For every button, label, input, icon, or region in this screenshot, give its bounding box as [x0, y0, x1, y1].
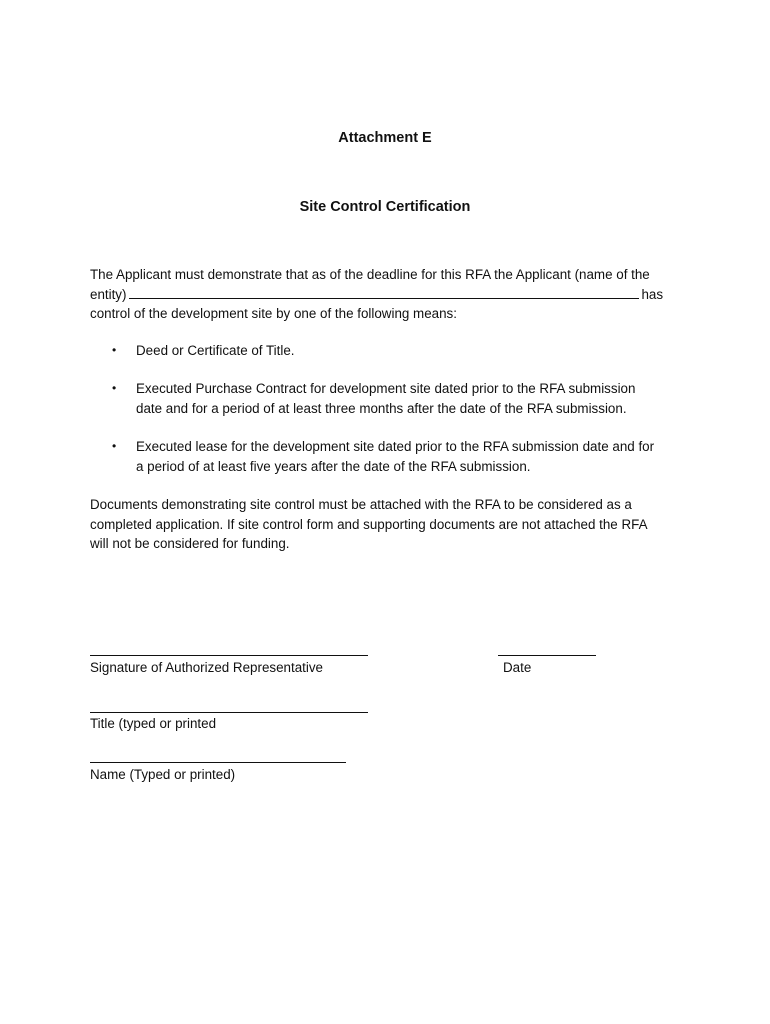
entity-prefix: entity) — [90, 286, 127, 302]
intro-paragraph — [90, 265, 690, 324]
signature-field[interactable] — [90, 655, 368, 656]
entity-name-field[interactable] — [129, 286, 639, 299]
entity-suffix: has — [641, 286, 664, 302]
form-title: Site Control Certification — [299, 199, 471, 215]
intro-line-1: The Applicant must demonstrate that as of the deadline for this RFA the Applicant (name of the — [90, 267, 650, 282]
documents-line-3: will not be considered for funding. — [90, 536, 290, 551]
means-text: Deed or Certificate of Title. — [136, 343, 295, 358]
name-label: Name (Typed or printed) — [90, 767, 236, 782]
date-label: Date — [503, 660, 532, 675]
documents-line-2: completed application. If site control form and supporting documents are not attached the RFA — [90, 516, 648, 532]
documents-paragraph — [90, 495, 690, 554]
means-text: Executed lease for the development site dated prior to the RFA submission date and for — [136, 439, 655, 454]
documents-line-1: Documents demonstrating site control must be attached with the RFA to be considered as a — [90, 497, 632, 512]
bullet-icon: • — [112, 381, 117, 395]
name-field[interactable] — [90, 762, 346, 763]
signature-label: Signature of Authorized Representative — [90, 660, 323, 675]
bullet-icon: • — [112, 439, 117, 453]
means-text: date and for a period of at least three months after the date of the RFA submission. — [136, 400, 627, 416]
bullet-icon: • — [112, 343, 117, 357]
attachment-heading: Attachment E — [338, 130, 432, 146]
means-text: a period of at least five years after the date of the RFA submission. — [136, 458, 531, 474]
date-field[interactable] — [498, 655, 596, 656]
means-text: Executed Purchase Contract for development site dated prior to the RFA submission — [136, 381, 636, 396]
title-label: Title (typed or printed — [90, 716, 217, 731]
title-field[interactable] — [90, 712, 368, 713]
intro-line-2 — [90, 285, 690, 305]
intro-line-3: control of the development site by one of the following means: — [90, 306, 457, 321]
